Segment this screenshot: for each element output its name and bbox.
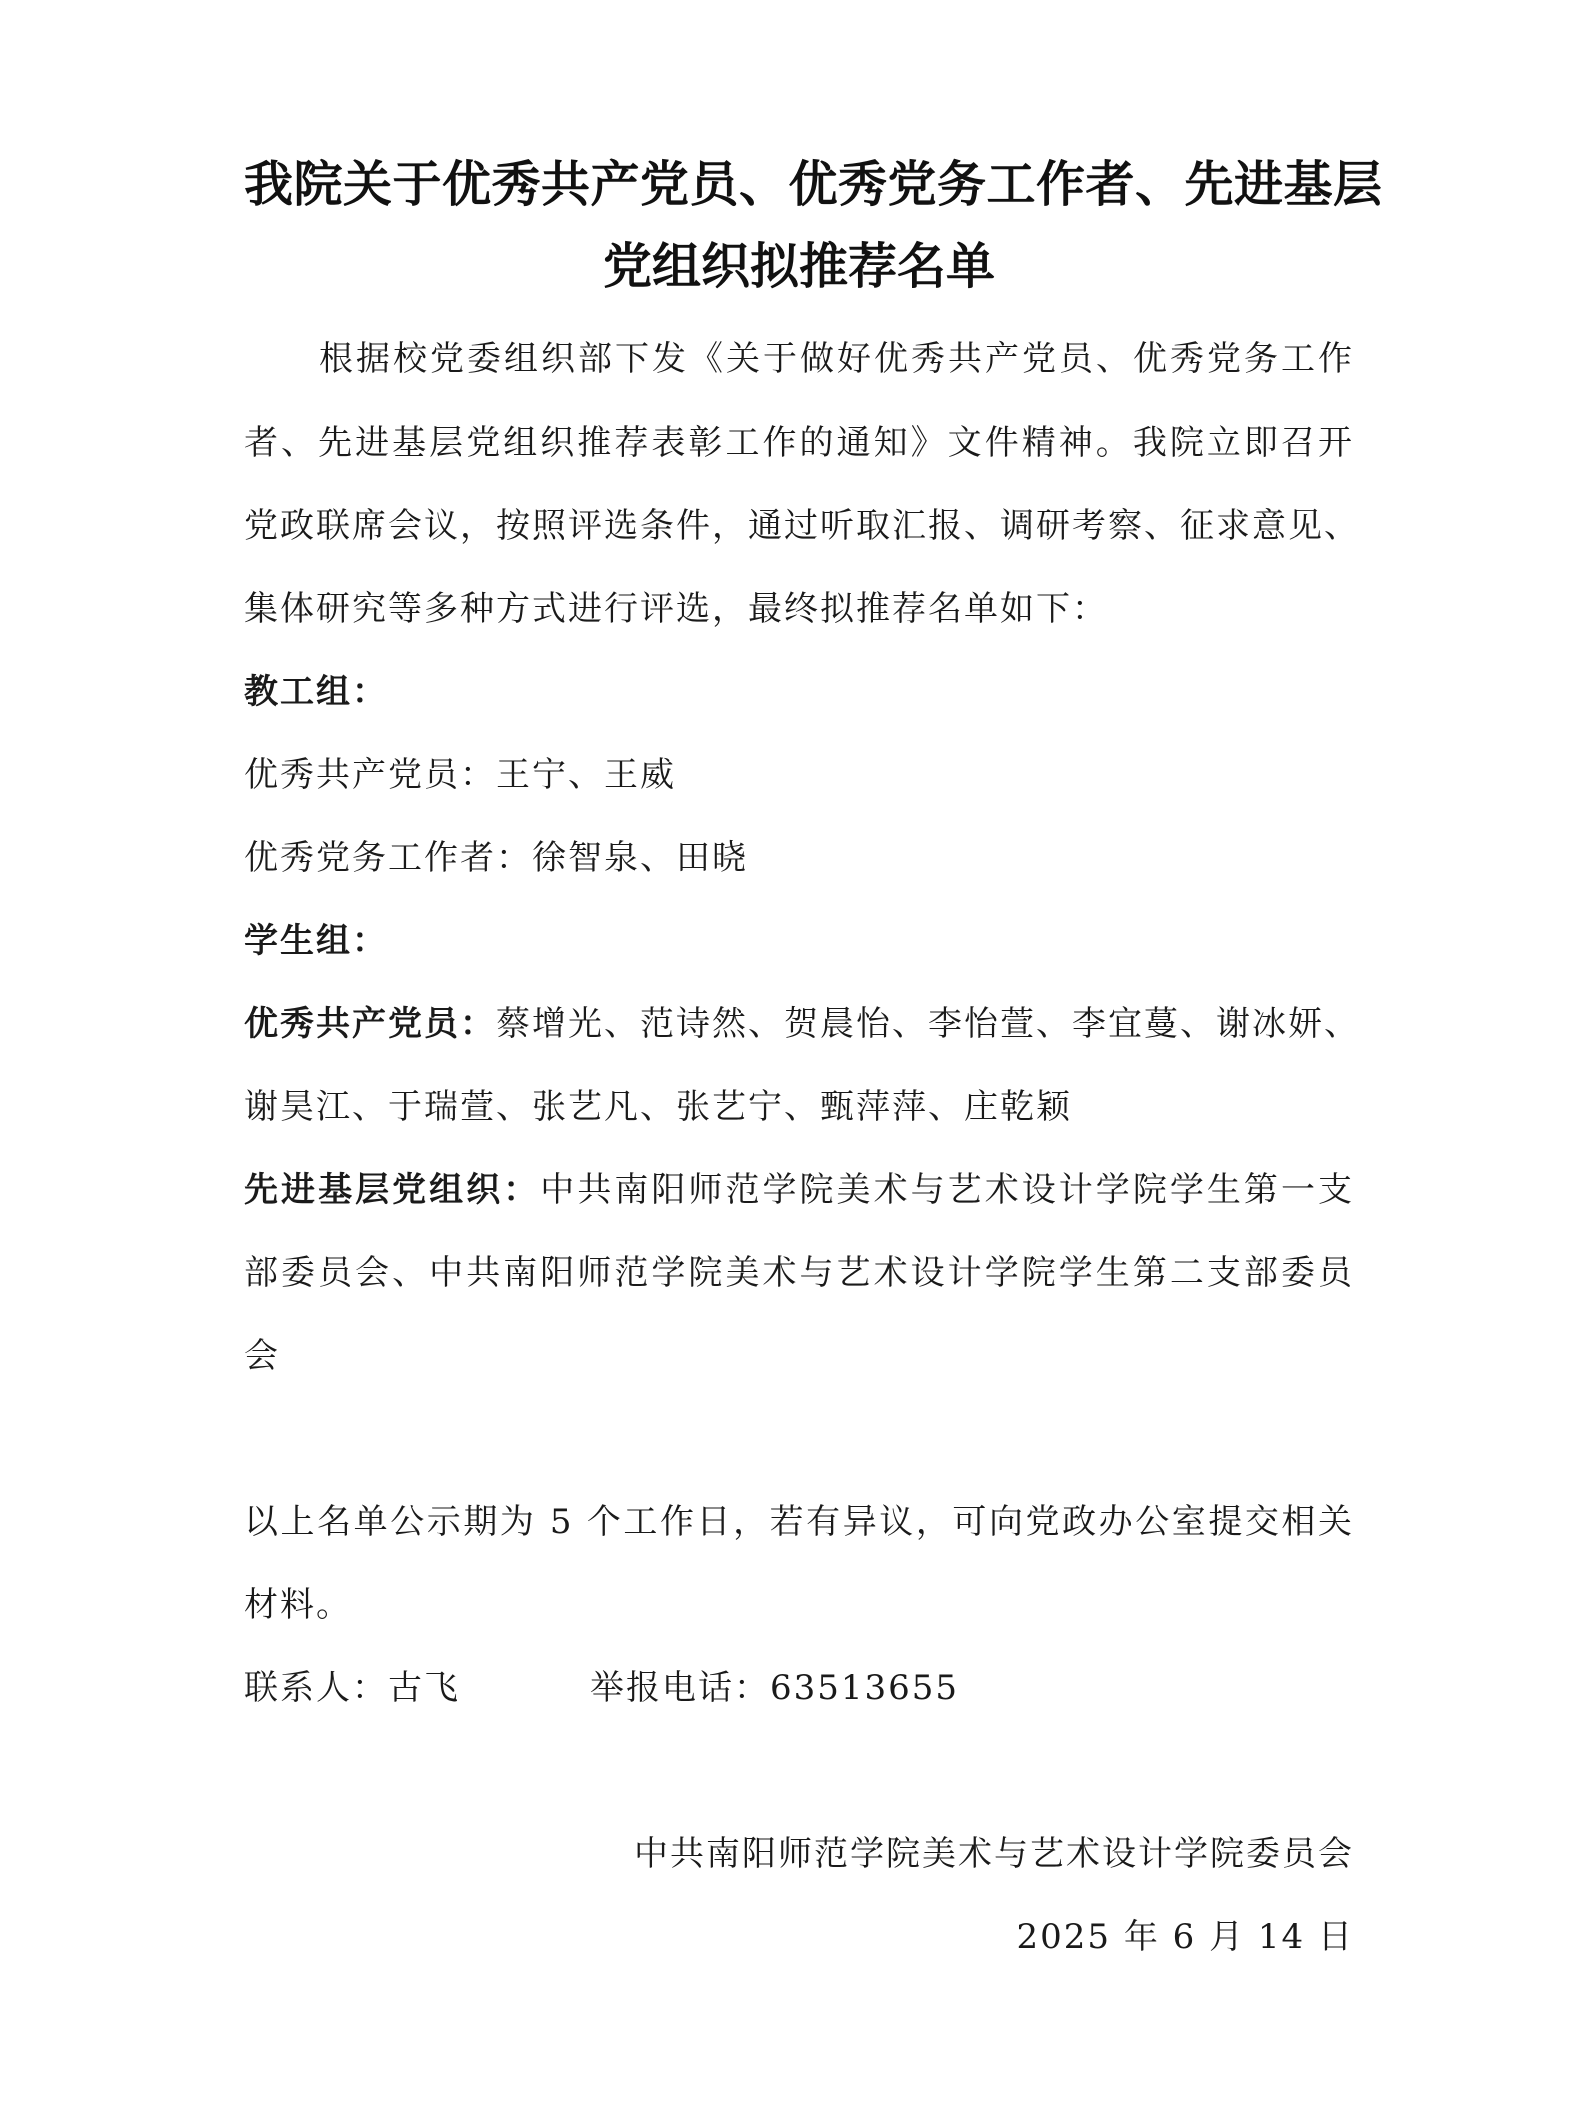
staff-party-worker-row	[244, 838, 1354, 878]
intro-line-3: 党政联席会议，按照评选条件，通过听取汇报、调研考察、征求意见、	[244, 506, 1360, 546]
student-party-member-label: 优秀共产党员：	[244, 1004, 496, 1044]
document-title-line-1: 我院关于优秀共产党员、优秀党务工作者、先进基层	[244, 156, 1383, 213]
student-party-member-row	[244, 1004, 1360, 1044]
staff-party-member-names: 王宁、王威	[496, 755, 676, 795]
document-title-line-2: 党组织拟推荐名单	[602, 238, 995, 295]
intro-line-4: 集体研究等多种方式进行评选，最终拟推荐名单如下：	[244, 589, 1108, 629]
staff-party-worker-names: 徐智泉、田晓	[532, 838, 748, 878]
student-organization-label: 先进基层党组织：	[244, 1170, 541, 1210]
student-organization-row	[244, 1170, 1355, 1210]
contact-person-name: 古飞	[388, 1668, 460, 1708]
signature-date: 2025 年 6 月 14 日	[1016, 1917, 1354, 1957]
student-organization-line-3: 会	[244, 1336, 280, 1376]
staff-party-member-row	[244, 755, 1354, 795]
intro-line-1: 根据校党委组织部下发《关于做好优秀共产党员、优秀党务工作	[319, 339, 1354, 379]
student-party-member-names-line-2: 谢昊江、于瑞萱、张艺凡、张艺宁、甄萍萍、庄乾颖	[244, 1087, 1072, 1127]
student-group-heading: 学生组：	[244, 921, 388, 961]
notice-line-2: 材料。	[244, 1585, 352, 1625]
signature-organization: 中共南阳师范学院美术与艺术设计学院委员会	[634, 1834, 1354, 1874]
staff-party-worker-label: 优秀党务工作者：	[244, 838, 532, 878]
contact-row	[244, 1668, 1354, 1708]
staff-party-member-label: 优秀共产党员：	[244, 755, 496, 795]
student-organization-line-2: 部委员会、中共南阳师范学院美术与艺术设计学院学生第二支部委员	[244, 1253, 1354, 1293]
student-organization-line-1: 中共南阳师范学院美术与艺术设计学院学生第一支	[540, 1170, 1355, 1210]
contact-person-label: 联系人：	[244, 1668, 388, 1708]
student-party-member-names-line-1: 蔡增光、范诗然、贺晨怡、李怡萱、李宜蔓、谢冰妍、	[496, 1004, 1360, 1044]
staff-group-heading: 教工组：	[244, 672, 388, 712]
notice-line-1: 以上名单公示期为 5 个工作日，若有异议，可向党政办公室提交相关	[244, 1502, 1354, 1542]
report-phone-label: 举报电话：	[590, 1668, 770, 1708]
intro-line-2: 者、先进基层党组织推荐表彰工作的通知》文件精神。我院立即召开	[244, 423, 1354, 463]
report-phone-number: 63513655	[770, 1668, 960, 1708]
